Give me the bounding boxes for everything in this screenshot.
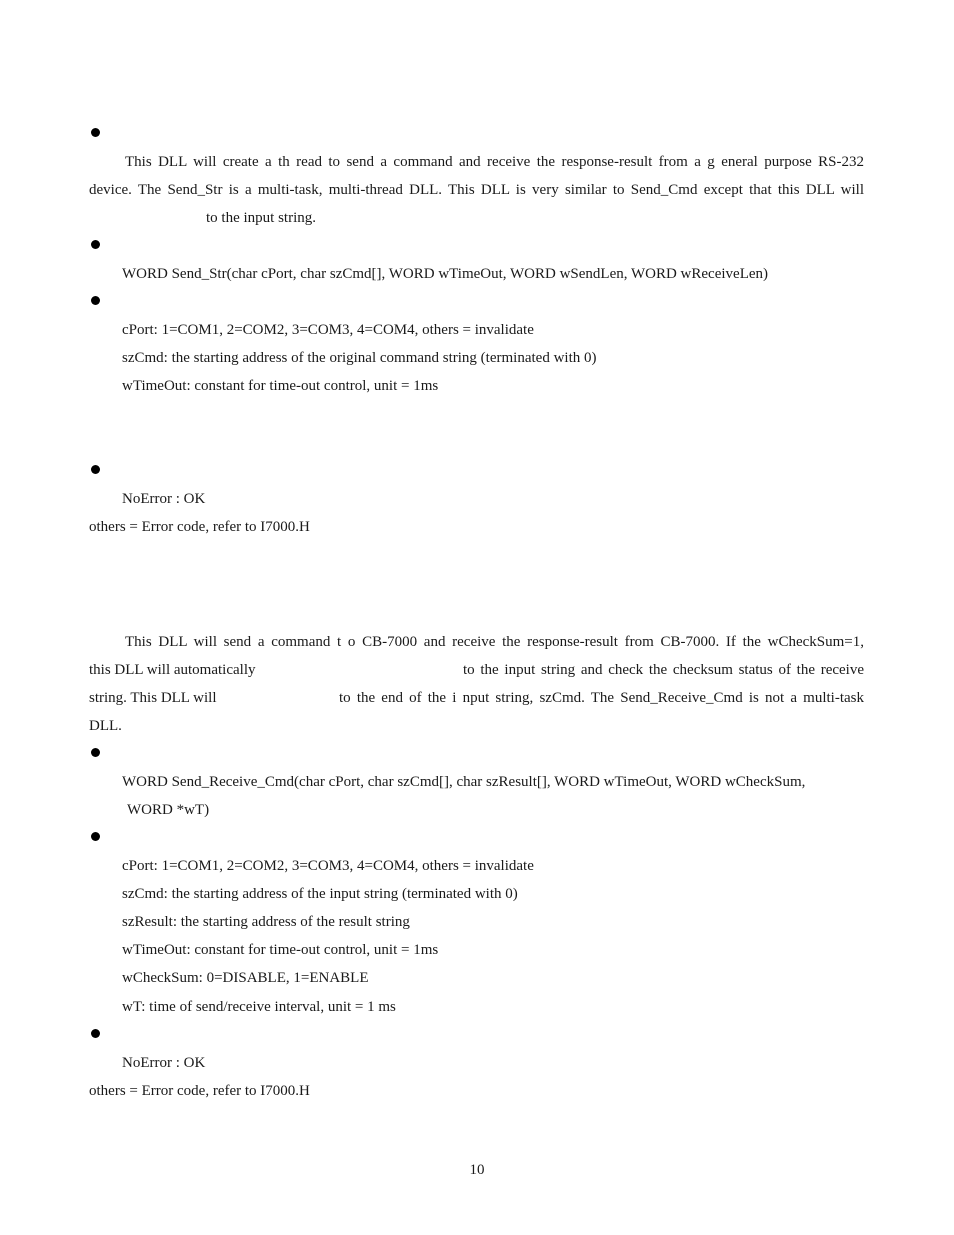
description-line: to the input string. [206,210,316,226]
parameter-line: szCmd: the starting address of the input string (terminated with 0) [122,886,518,902]
bullet-description-1 [91,128,100,137]
parameter-line: cPort: 1=COM1, 2=COM2, 3=COM3, 4=COM4, others = invalidate [122,322,534,338]
description-line: device. The Send_Str is a multi-task, multi-thread DLL. This DLL is very similar to Send_Cmd except that this DLL will [89,182,864,198]
description-line-end: to the input string and check the checksum status of the receive [463,662,864,678]
bullet-syntax-1 [91,240,100,249]
description-line-start: string. This DLL will [89,690,217,706]
bullet-parameters-2 [91,832,100,841]
return-error: others = Error code, refer to I7000.H [89,1083,310,1099]
bullet-syntax-2 [91,748,100,757]
parameter-line: wCheckSum: 0=DISABLE, 1=ENABLE [122,970,369,986]
description-line: This DLL will create a th read to send a command and receive the response-result from a g eneral purpose RS-232 [125,154,864,170]
description-line: This DLL will send a command t o CB-7000 and receive the response-result from CB-7000. If the wCheckSum=1, [125,634,864,650]
parameter-line: wTimeOut: constant for time-out control, unit = 1ms [122,942,439,958]
parameter-line: cPort: 1=COM1, 2=COM2, 3=COM3, 4=COM4, others = invalidate [122,858,534,874]
syntax-line: WORD Send_Str(char cPort, char szCmd[], WORD wTimeOut, WORD wSendLen, WORD wReceiveLen) [122,266,769,282]
parameter-line: szCmd: the starting address of the original command string (terminated with 0) [122,350,597,366]
parameter-line: wT: time of send/receive interval, unit = 1 ms [122,999,396,1015]
syntax-line: WORD *wT) [127,802,210,818]
description-line: DLL. [89,718,122,734]
bullet-parameters-1 [91,296,100,305]
return-ok: NoError : OK [122,1055,206,1071]
return-ok: NoError : OK [122,491,206,507]
parameter-line: wTimeOut: constant for time-out control, unit = 1ms [122,378,439,394]
return-error: others = Error code, refer to I7000.H [89,519,310,535]
bullet-return-1 [91,465,100,474]
parameter-line: szResult: the starting address of the result string [122,914,410,930]
bullet-return-2 [91,1029,100,1038]
page-number: 10 [469,1162,485,1178]
description-line-end: to the end of the i nput string, szCmd. The Send_Receive_Cmd is not a multi-task [339,690,864,706]
description-line-start: this DLL will automatically [89,662,256,678]
syntax-line: WORD Send_Receive_Cmd(char cPort, char szCmd[], char szResult[], WORD wTimeOut, WORD wCheckSum, [122,774,806,790]
